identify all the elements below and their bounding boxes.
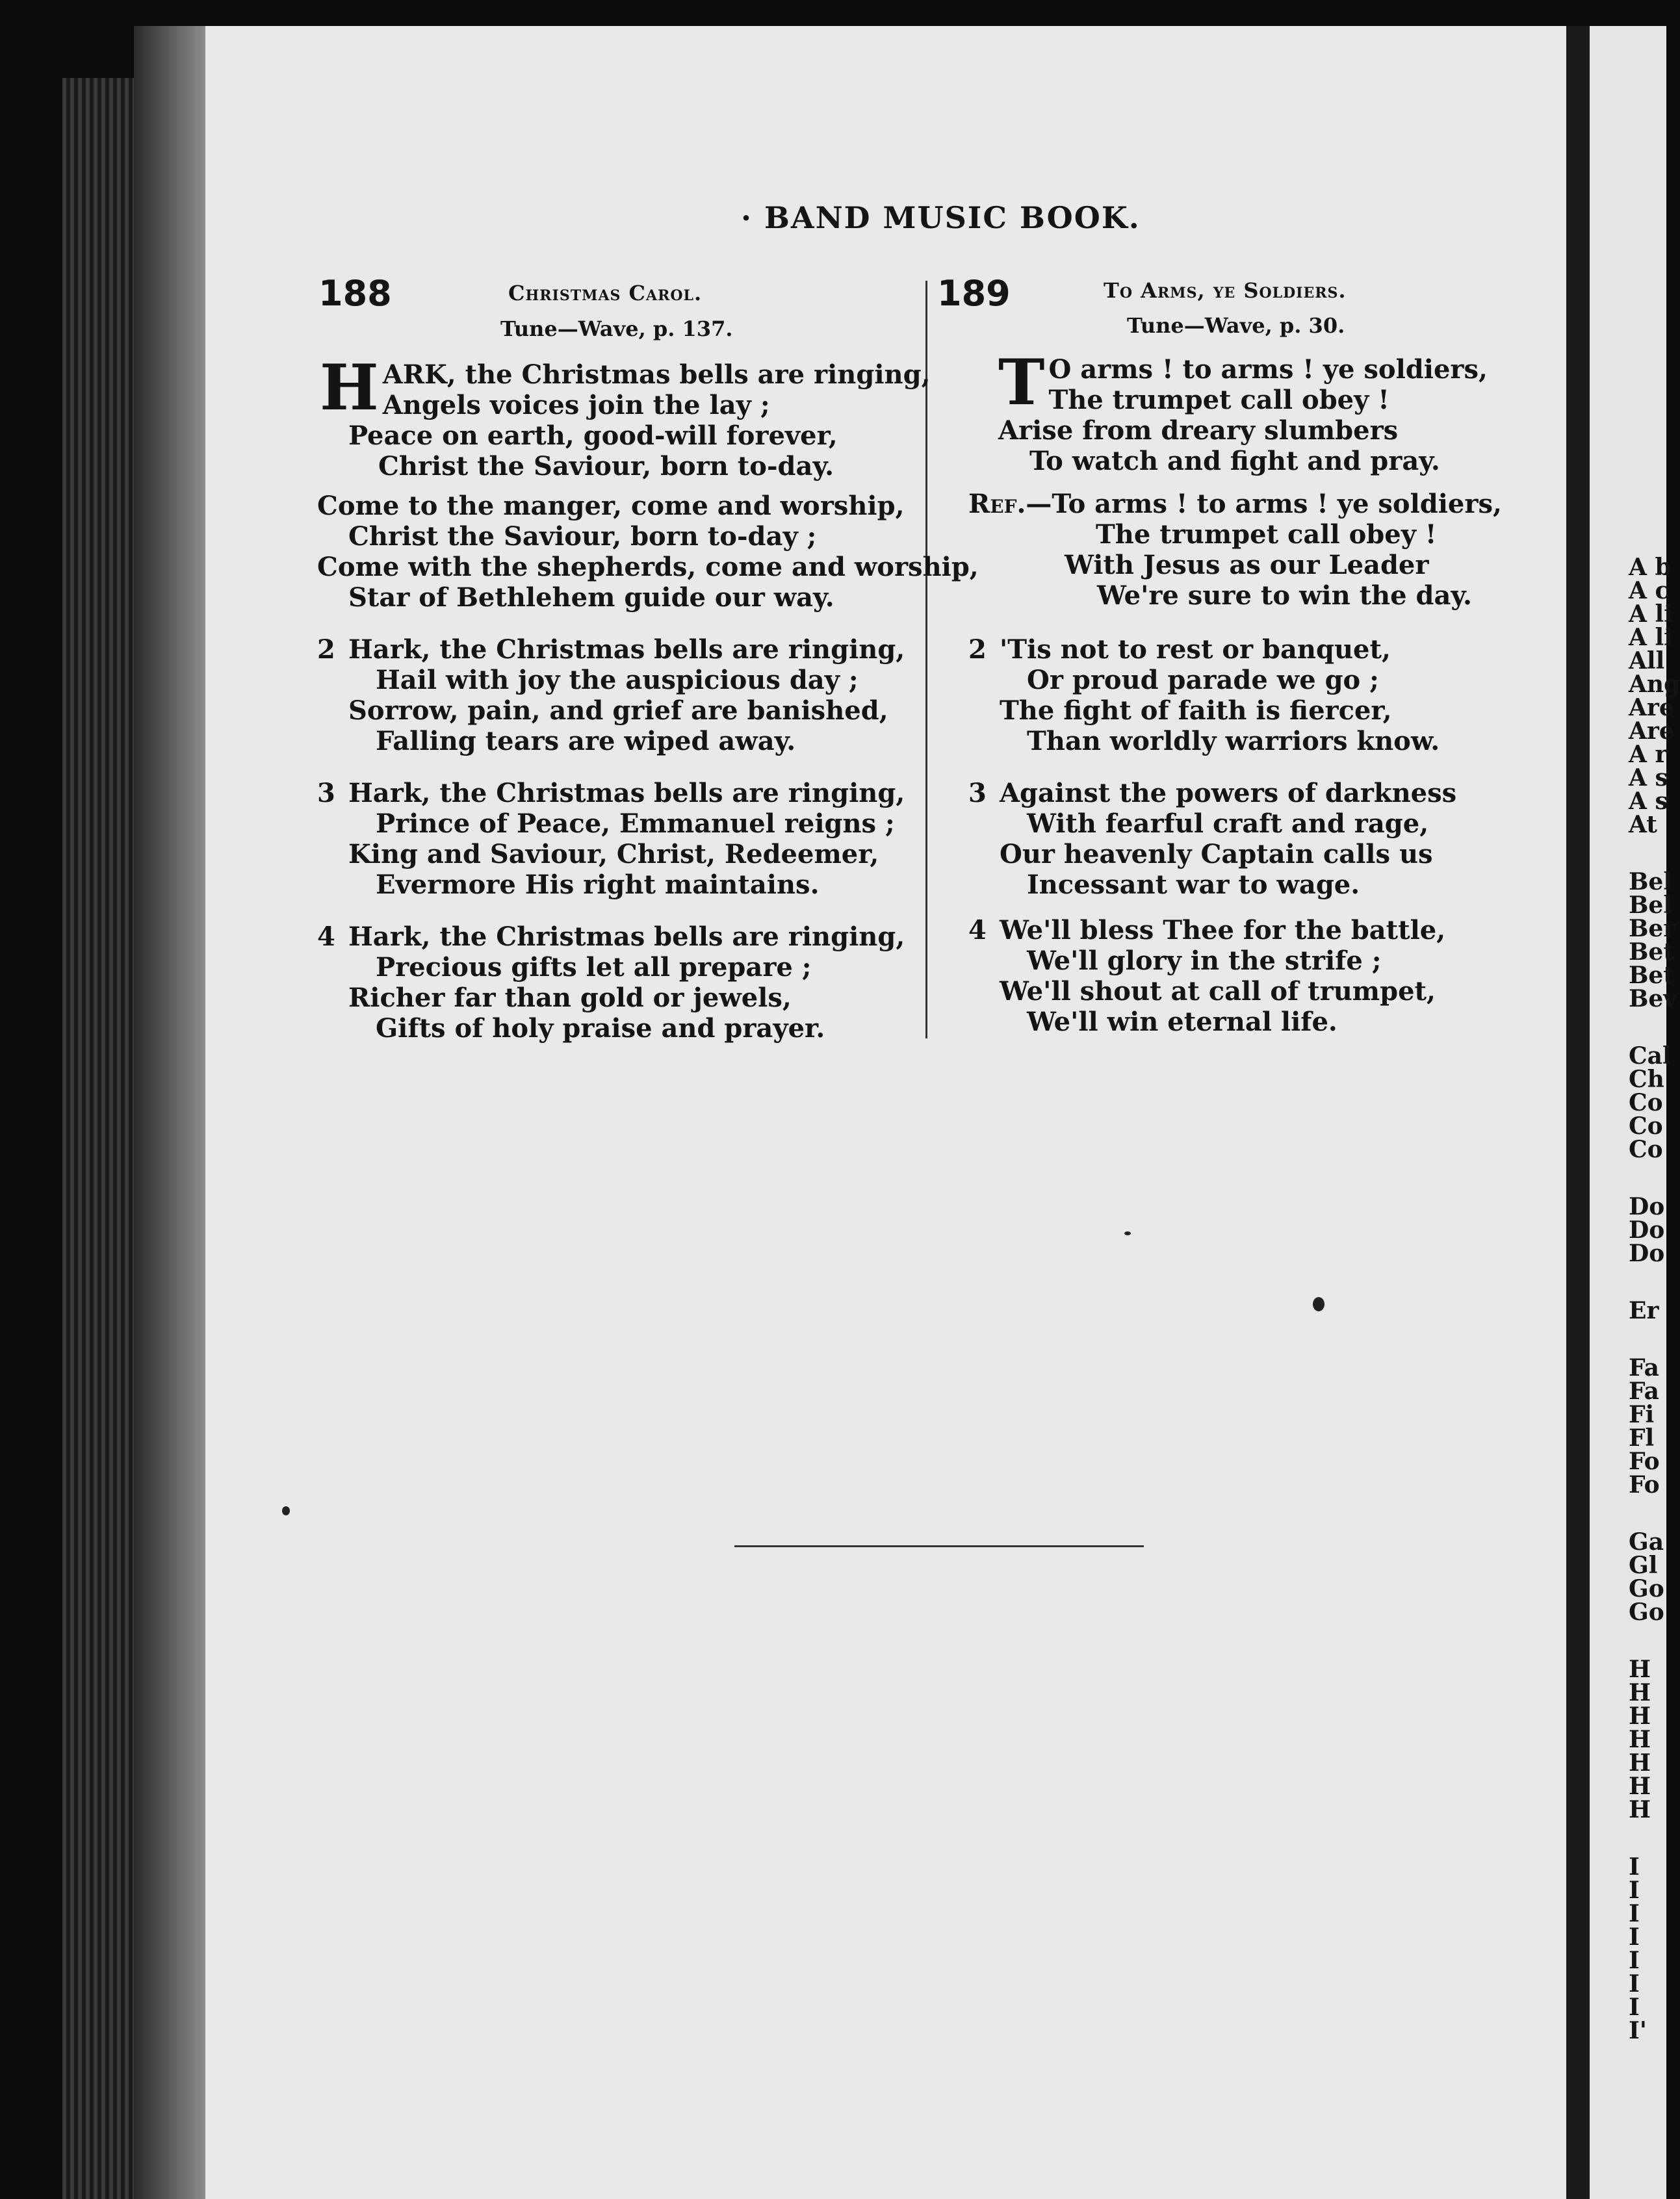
verse-line: With fearful craft and rage, bbox=[1027, 808, 1429, 839]
verse-line: Hark, the Christmas bells are ringing, bbox=[348, 634, 905, 665]
index-entry: A li bbox=[1629, 600, 1673, 628]
verse-line: Hail with joy the auspicious day ; bbox=[376, 665, 859, 695]
index-entry: I bbox=[1629, 1970, 1640, 1998]
index-entry: A li bbox=[1629, 624, 1673, 651]
index-entry: Er bbox=[1629, 1297, 1659, 1324]
verse-line: Prince of Peace, Emmanuel reigns ; bbox=[376, 808, 895, 839]
index-entry: All bbox=[1629, 647, 1665, 675]
verse-line: Or proud parade we go ; bbox=[1027, 665, 1379, 695]
verse-line: Peace on earth, good-will forever, bbox=[348, 420, 838, 451]
drop-cap: T bbox=[998, 346, 1045, 419]
stanza-number: 3 bbox=[317, 778, 335, 808]
verse-line: Evermore His right maintains. bbox=[376, 869, 820, 900]
index-entry: Go bbox=[1629, 1575, 1664, 1602]
index-entry: Ga bbox=[1629, 1528, 1664, 1556]
index-gap bbox=[1629, 1265, 1680, 1299]
stanza-2 bbox=[317, 634, 905, 756]
stanza-3 bbox=[317, 778, 905, 900]
index-gap bbox=[1629, 1497, 1680, 1530]
book-page bbox=[205, 26, 1566, 2199]
index-entry: Ang bbox=[1629, 671, 1680, 698]
page-gutter bbox=[1566, 26, 1590, 2199]
index-gap bbox=[1629, 1010, 1680, 1044]
verse-line: Sorrow, pain, and grief are banished, bbox=[348, 695, 888, 726]
hymn-number: 189 bbox=[937, 273, 1011, 314]
verse-line: We're sure to win the day. bbox=[1097, 580, 1472, 611]
hymn-title: To Arms, ye Soldiers. bbox=[1104, 278, 1347, 303]
facing-page-index bbox=[1629, 556, 1680, 2042]
verse-line: The trumpet call obey ! bbox=[1096, 519, 1437, 550]
stanza-3 bbox=[968, 778, 1456, 900]
verse-line: Richer far than gold or jewels, bbox=[348, 983, 792, 1013]
index-entry: H bbox=[1629, 1726, 1651, 1753]
index-entry: I bbox=[1629, 1994, 1640, 2021]
index-entry: A b bbox=[1629, 554, 1672, 581]
index-gap bbox=[1629, 1161, 1680, 1195]
index-entry: Are bbox=[1629, 717, 1674, 745]
index-entry: H bbox=[1629, 1703, 1651, 1730]
index-entry: Do bbox=[1629, 1216, 1665, 1244]
stanza-number: 2 bbox=[968, 634, 987, 665]
index-gap bbox=[1629, 836, 1680, 870]
stanza-number: 4 bbox=[317, 921, 335, 952]
ink-speck bbox=[1313, 1297, 1325, 1311]
index-entry: Go bbox=[1629, 1599, 1664, 1626]
index-entry: At bbox=[1629, 811, 1657, 838]
verse-line: Than worldly warriors know. bbox=[1027, 726, 1440, 756]
index-entry: H bbox=[1629, 1749, 1651, 1777]
spine-shadow bbox=[134, 26, 205, 2199]
verse-line: We'll glory in the strife ; bbox=[1027, 945, 1382, 976]
verse-line: —To arms ! to arms ! ye soldiers, bbox=[1026, 489, 1502, 519]
hymn-title: Christmas Carol. bbox=[508, 281, 703, 305]
stanza-refrain bbox=[968, 489, 1502, 611]
index-gap bbox=[1629, 1821, 1680, 1855]
page-stack-edge bbox=[62, 78, 134, 2199]
verse-line: Christ the Saviour, born to-day. bbox=[378, 451, 834, 482]
index-entry: Fi bbox=[1629, 1401, 1655, 1428]
verse-line: To watch and fight and pray. bbox=[1029, 446, 1440, 476]
ink-speck bbox=[1124, 1231, 1131, 1235]
verse-line: We'll win eternal life. bbox=[1027, 1007, 1338, 1037]
verse-line: We'll bless Thee for the battle, bbox=[1000, 915, 1446, 945]
verse-line: King and Saviour, Christ, Redeemer, bbox=[348, 839, 879, 869]
verse-line: Incessant war to wage. bbox=[1027, 869, 1360, 900]
hymn-tune: Tune—Wave, p. 137. bbox=[500, 316, 733, 341]
index-entry: Do bbox=[1629, 1193, 1665, 1220]
verse-line: Hark, the Christmas bells are ringing, bbox=[348, 778, 905, 808]
stanza-number: 3 bbox=[968, 778, 987, 808]
index-entry: Co bbox=[1629, 1136, 1663, 1163]
stanza-number: 2 bbox=[317, 634, 335, 665]
stanza-1 bbox=[998, 346, 1488, 476]
index-entry: A c bbox=[1629, 577, 1670, 604]
index-entry: Bet bbox=[1629, 962, 1674, 989]
verse-line: Falling tears are wiped away. bbox=[376, 726, 796, 756]
index-entry: H bbox=[1629, 1796, 1651, 1823]
index-entry: I bbox=[1629, 1900, 1640, 1927]
stanza-4 bbox=[968, 915, 1445, 1037]
verse-line: Precious gifts let all prepare ; bbox=[376, 952, 812, 983]
index-entry: H bbox=[1629, 1679, 1651, 1706]
index-entry: Fo bbox=[1629, 1448, 1660, 1475]
closing-rule bbox=[734, 1545, 1144, 1547]
index-entry: Bet bbox=[1629, 938, 1674, 966]
index-entry: I bbox=[1629, 1923, 1640, 1951]
index-entry: Bel bbox=[1629, 892, 1673, 919]
index-entry: A s bbox=[1629, 788, 1668, 815]
index-entry: Fl bbox=[1629, 1424, 1655, 1452]
verse-line: Gifts of holy praise and prayer. bbox=[376, 1013, 825, 1044]
verse-line: Star of Bethlehem guide our way. bbox=[348, 582, 834, 613]
stanza-1 bbox=[320, 351, 931, 482]
stanza-2 bbox=[968, 634, 1440, 756]
index-entry: Fa bbox=[1629, 1354, 1659, 1382]
index-entry: Ber bbox=[1629, 915, 1676, 942]
stanza-number: 4 bbox=[968, 915, 987, 945]
verse-line: The fight of faith is fiercer, bbox=[1000, 695, 1392, 726]
index-entry: A s bbox=[1629, 764, 1668, 791]
drop-cap: H bbox=[320, 351, 379, 424]
hymn-number: 188 bbox=[318, 273, 392, 314]
verse-line: Hark, the Christmas bells are ringing, bbox=[348, 921, 905, 952]
index-entry: Cal bbox=[1629, 1042, 1672, 1070]
index-entry: Bev bbox=[1629, 985, 1677, 1012]
index-entry: Fa bbox=[1629, 1378, 1659, 1405]
index-entry: I bbox=[1629, 1877, 1640, 1904]
stanza-4 bbox=[317, 921, 905, 1044]
verse-line: Come to the manger, come and worship, bbox=[317, 491, 905, 521]
index-entry: Ch bbox=[1629, 1066, 1664, 1093]
index-entry: Co bbox=[1629, 1112, 1663, 1140]
index-entry: Fo bbox=[1629, 1471, 1660, 1498]
verse-line: Against the powers of darkness bbox=[1000, 778, 1457, 808]
verse-line: We'll shout at call of trumpet, bbox=[1000, 976, 1436, 1007]
index-entry: Are bbox=[1629, 694, 1674, 721]
verse-line: O arms ! to arms ! ye soldiers, bbox=[1048, 354, 1488, 385]
index-entry: Co bbox=[1629, 1089, 1663, 1116]
verse-line: The trumpet call obey ! bbox=[1048, 385, 1389, 415]
hymn-tune: Tune—Wave, p. 30. bbox=[1127, 313, 1345, 338]
index-entry: Bel bbox=[1629, 868, 1673, 895]
index-entry: A r bbox=[1629, 741, 1668, 768]
index-entry: I bbox=[1629, 1853, 1640, 1881]
verse-line: With Jesus as our Leader bbox=[1065, 550, 1429, 580]
index-entry: Do bbox=[1629, 1240, 1665, 1267]
ink-speck bbox=[282, 1506, 290, 1515]
verse-line: ARK, the Christmas bells are ringing, bbox=[382, 359, 931, 390]
index-entry: H bbox=[1629, 1773, 1651, 1800]
running-head: · BAND MUSIC BOOK. bbox=[741, 200, 1141, 235]
index-entry: H bbox=[1629, 1656, 1651, 1683]
index-entry: Gl bbox=[1629, 1552, 1658, 1579]
verse-line: Come with the shepherds, come and worship, bbox=[317, 552, 979, 582]
column-divider bbox=[925, 281, 927, 1038]
refrain-label: Ref. bbox=[968, 489, 1026, 519]
verse-line: Angels voices join the lay ; bbox=[382, 390, 770, 420]
verse-line: Christ the Saviour, born to-day ; bbox=[348, 521, 817, 552]
index-entry: I' bbox=[1629, 2017, 1647, 2044]
index-entry: I bbox=[1629, 1947, 1640, 1974]
verse-line: 'Tis not to rest or banquet, bbox=[1000, 634, 1391, 665]
index-gap bbox=[1629, 1624, 1680, 1658]
verse-line: Our heavenly Captain calls us bbox=[1000, 839, 1433, 869]
index-gap bbox=[1629, 1322, 1680, 1356]
verse-line: Arise from dreary slumbers bbox=[998, 415, 1399, 446]
stanza-chorus bbox=[317, 491, 979, 613]
